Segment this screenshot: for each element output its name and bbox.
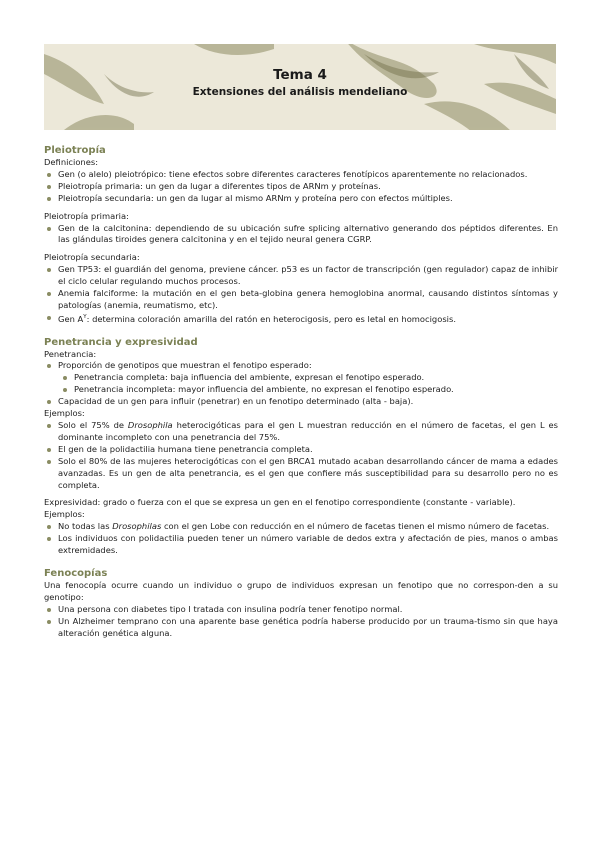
list-item: Gen de la calcitonina: dependiendo de su ubicación sufre splicing alternativo generando dos péptidos diferentes. En las glándulas tiroides genera calcitonina y en el tejido neural genera CGRP. — [44, 223, 558, 247]
list-item: Un Alzheimer temprano con una aparente base genética podría haberse producido por un trauma-tismo sin que haya alteración genética alguna. — [44, 616, 558, 640]
phenocopy-intro: Una fenocopía ocurre cuando un individuo o grupo de individuos expresan un fenotipo que no correspon-den a su genotipo: — [44, 579, 558, 602]
header-banner — [44, 44, 556, 130]
page-subtitle: Extensiones del análisis mendeliano — [192, 86, 408, 98]
list-item: Proporción de genotipos que muestran el fenotipo esperado: Penetrancia completa: baja influencia del ambiente, expresan el fenotipo esperado. Penetrancia incompleta: mayor influencia del ambiente, no expresan el fenotipo esperado. — [44, 360, 558, 396]
page-title: Tema 4 — [273, 67, 327, 83]
list-item: No todas las Drosophilas con el gen Lobe con reducción en el número de facetas tienen el mismo número de facetas. — [44, 521, 558, 533]
secondary-list — [44, 264, 558, 325]
secondary-label: Pleiotropía secundaria: — [44, 252, 140, 263]
primary-list — [44, 223, 558, 247]
definitions-label: Definiciones: — [44, 157, 99, 167]
list-item: Capacidad de un gen para influir (penetrar) en un fenotipo determinado (alta - baja). — [44, 396, 558, 408]
list-item: Penetrancia completa: baja influencia del ambiente, expresan el fenotipo esperado. — [60, 372, 558, 384]
definitions-list — [44, 169, 558, 205]
phenocopy-list — [44, 604, 558, 640]
examples-list — [44, 420, 558, 491]
section-heading-fenocopias: Fenocopías — [44, 567, 108, 579]
section-heading-pleiotropia: Pleiotropía — [44, 145, 106, 156]
list-item: Una persona con diabetes tipo I tratada con insulina podría tener fenotipo normal. — [44, 604, 558, 616]
examples-label: Ejemplos: — [44, 408, 85, 419]
expressivity-text: Expresividad: grado o fuerza con el que se expresa un gen en el fenotipo correspondiente (constante - variable). — [44, 497, 516, 508]
list-item: Solo el 75% de Drosophila heterocigóticas para el gen L muestran reducción en el número de facetas, el gen L es dominante incompleto con una penetrancia del 75%. — [44, 420, 558, 444]
list-item: Pleiotropía primaria: un gen da lugar a diferentes tipos de ARNm y proteínas. — [44, 181, 558, 193]
expressivity-examples — [44, 521, 558, 557]
penetrance-label: Penetrancia: — [44, 348, 97, 359]
sub-list — [60, 372, 558, 396]
list-item: Los individuos con polidactilia pueden tener un número variable de dedos extra y afectación de pies, manos o ambas extremidades. — [44, 533, 558, 557]
list-item: El gen de la polidactilia humana tiene penetrancia completa. — [44, 444, 558, 456]
section-heading-penetrancia: Penetrancia y expresividad — [44, 336, 198, 348]
list-item: Gen TP53: el guardián del genoma, previene cáncer. p53 es un factor de transcripción (gen regulador) capaz de inhibir el ciclo celular regulando muchos procesos. — [44, 264, 558, 288]
list-item: Penetrancia incompleta: mayor influencia del ambiente, no expresan el fenotipo esperado. — [60, 384, 558, 396]
primary-label: Pleiotropía primaria: — [44, 210, 129, 221]
list-item: Gen $A^Y$: determina coloración amarilla del ratón en heterocigosis, pero es letal en homocigosis. — [44, 312, 558, 326]
list-item: Solo el 80% de las mujeres heterocigóticas con el gen BRCA1 mutado acaban desarrollando cáncer de mama a edades avanzadas. Es un gen de alta penetrancia, es el gen que confiere más susceptibilidad para su desarrollo pero no es completa. — [44, 456, 558, 492]
list-item: Anemia falciforme: la mutación en el gen beta-globina genera hemoglobina anormal, causando distintos síntomas y patologías (anemia, reumatismo, etc). — [44, 288, 558, 312]
examples-label: Ejemplos: — [44, 509, 85, 520]
penetrance-list — [44, 360, 558, 408]
document-body — [44, 138, 558, 640]
list-item: Pleiotropía secundaria: un gen da lugar al mismo ARNm y proteína pero con efectos múltiples. — [44, 193, 558, 205]
list-item: Gen (o alelo) pleiotrópico: tiene efectos sobre diferentes caracteres fenotípicos aparentemente no relacionados. — [44, 169, 558, 181]
